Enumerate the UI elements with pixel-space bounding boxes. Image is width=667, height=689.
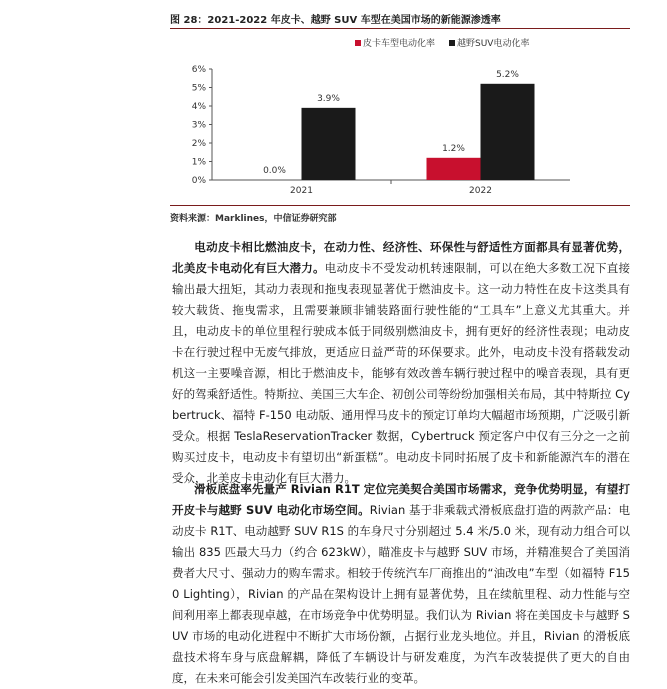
source-rule [170,205,630,206]
bar-chart [170,30,630,202]
paragraph-1-lead: 电动皮卡相比燃油皮卡，在动力性、经济性、环保性与舒适性方面都具有显著优势，北美皮卡电动化有巨大潜力。 [172,240,630,275]
y-tick-label: 0% [191,176,206,186]
data-label: 1.2% [442,143,465,154]
figure-source: 资料来源：Marklines，中信证券研究部 [170,214,337,224]
bar [302,108,356,180]
paragraph-2-body: Rivian 基于非乘载式滑板底盘打造的两款产品：电动皮卡 R1T、电动越野 SUV R1S 的车身尺寸分别超过 5.4 米/5.0 米，现有动力组合可以输出 835 匹最大马力（约合 623kW），瞄准皮卡与越野 SUV 市场，并精准契合了美国消费者大尺寸、强动力的购车需求。相较于传统汽车厂商推出的“油改电”车型（如福特 F150 Lighting），Rivian 的产品在架构设计上拥有显著优势，且在续航里程、动力性能与空间利用率上都表现卓越，在市场竞争中优势明显。我们认为 Rivian 将在美国皮卡与越野 SUV 市场的电动化进程中不断扩大市场份额，占据行业龙头地位。并且，Rivian 的滑板底盘技术将车身与底盘解耦，降低了车辆设计与研发难度，为汽车改装提供了更大的自由度，在未来可能会引发美国汽车改装行业的变革。 [172,503,630,685]
legend-swatch [449,40,455,46]
y-tick-label: 3% [191,120,206,131]
x-tick-label: 2021 [290,186,313,196]
bar [481,84,535,180]
paragraph-2 [172,479,630,689]
data-label: 5.2% [496,69,519,80]
figure-title: 图 28：2021-2022 年皮卡、越野 SUV 车型在美国市场的新能源渗透率 [170,15,501,26]
paragraph-1-body: 电动皮卡不受发动机转速限制，可以在绝大多数工况下直接输出最大扭矩，其动力表现和拖曳表现显著优于燃油皮卡。这一动力特性在皮卡这类具有较大载货、拖曳需求，且需要兼顾非铺装路面行驶性能的“工具车”上意义尤其重大。并且，电动皮卡的单位里程行驶成本低于同级别燃油皮卡，拥有更好的经济性表现；电动皮卡在行驶过程中无废气排放，更适应日益严苛的环保要求。此外，电动皮卡没有搭载发动机这一主要噪音源，相比于燃油皮卡，能够有效改善车辆行驶过程中的噪音表现，具有更好的驾乘舒适性。特斯拉、美国三大车企、初创公司等纷纷加强相关布局，其中特斯拉 Cybertruck、福特 F-150 电动版、通用悍马皮卡的预定订单均大幅超市场预期，广泛吸引新受众。根据 TeslaReservationTracker 数据，Cybertruck 预定客户中仅有三分之一之前购买过皮卡，电动皮卡有望切出“新蛋糕”。电动皮卡同时拓展了皮卡和新能源汽车的潜在受众，北美皮卡电动化有巨大潜力。 [172,261,630,485]
paragraph-2-lead: 滑板底盘率先量产 Rivian R1T 定位完美契合美国市场需求，竞争优势明显，有望打开皮卡与越野 SUV 电动化市场空间。 [172,482,630,517]
x-tick-label: 2022 [469,186,492,196]
figure-title-rule [170,28,630,29]
data-label: 0.0% [263,166,286,176]
y-tick-label: 5% [191,83,206,94]
legend-label: 越野SUV电动化率 [457,39,530,49]
paragraph-1 [172,237,630,489]
y-tick-label: 1% [191,157,206,168]
y-tick-label: 2% [191,139,206,149]
data-label: 3.9% [317,93,340,104]
legend-label: 皮卡车型电动化率 [363,39,436,49]
y-tick-label: 6% [191,65,206,75]
legend-swatch [355,40,361,46]
y-tick-label: 4% [191,102,206,112]
bar [427,158,481,180]
